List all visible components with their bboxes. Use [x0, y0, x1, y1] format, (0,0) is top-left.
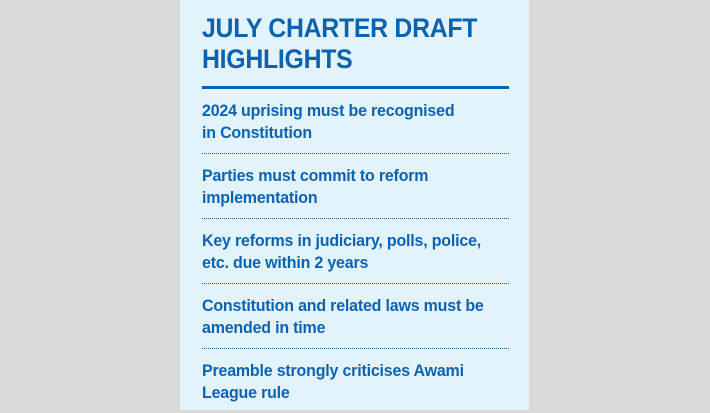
- highlight-line-1: Constitution and related laws must be: [202, 296, 484, 315]
- highlight-item-key-reforms: [202, 219, 509, 284]
- panel-title: [202, 0, 484, 75]
- highlights-list: [202, 89, 509, 413]
- highlight-line-2: in Constitution: [202, 123, 312, 142]
- highlight-line-1: Preamble strongly criticises Awami: [202, 361, 464, 380]
- panel-title-line-2: HIGHLIGHTS: [202, 44, 353, 74]
- highlight-item-commitment: [202, 154, 509, 219]
- highlight-text: [202, 295, 508, 339]
- highlight-line-1: Key reforms in judiciary, polls, police,: [202, 231, 482, 250]
- highlight-line-2: amended in time: [202, 318, 326, 337]
- highlight-text: [202, 230, 508, 274]
- highlights-panel: [180, 0, 529, 410]
- highlight-item-amendments: [202, 284, 509, 349]
- highlight-line-2: implementation: [202, 188, 318, 207]
- highlight-text: [202, 165, 508, 209]
- highlight-line-2: League rule: [202, 383, 290, 402]
- highlight-line-2: etc. due within 2 years: [202, 253, 369, 272]
- panel-title-line-1: JULY CHARTER DRAFT: [202, 13, 478, 43]
- highlight-text: [202, 360, 508, 404]
- highlight-item-preamble: [202, 349, 509, 413]
- highlight-line-1: 2024 uprising must be recognised: [202, 101, 455, 120]
- highlight-line-1: Parties must commit to reform: [202, 166, 429, 185]
- highlight-item-recognition: [202, 89, 509, 154]
- highlight-text: [202, 100, 508, 144]
